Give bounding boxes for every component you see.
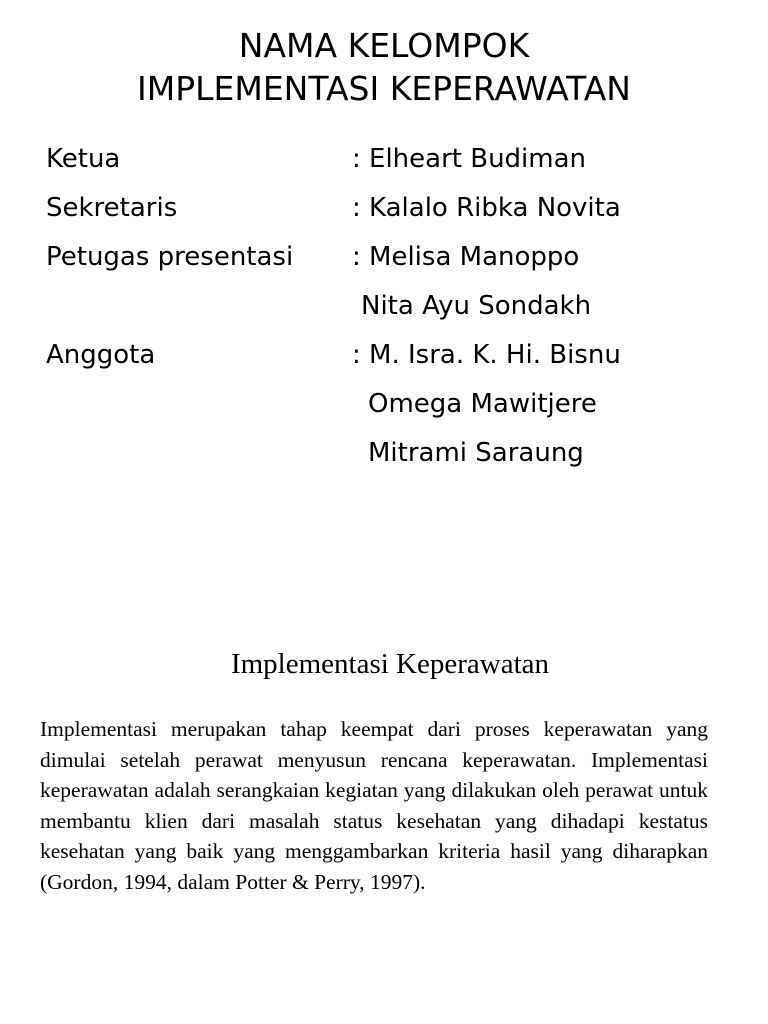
page-title <box>0 24 768 110</box>
role-label: Anggota <box>46 340 156 370</box>
member-name: : Elheart Budiman <box>352 144 587 174</box>
member-name: Mitrami Saraung <box>368 438 584 468</box>
section-paragraph: Implementasi merupakan tahap keempat dari proses keperawatan yang dimulai setelah perawat menyusun rencana keperawatan. Implementasi keperawatan adalah serangkaian kegiatan yang dilakukan oleh perawat untuk membantu klien dari masalah status kesehatan yang dihadapi kestatus kesehatan yang baik yang menggambarkan kriteria hasil yang diharapkan (Gordon, 1994, dalam Potter & Perry, 1997). <box>40 717 708 894</box>
role-label: Ketua <box>46 144 121 174</box>
member-name: Omega Mawitjere <box>368 389 597 419</box>
section-heading: Implementasi Keperawatan <box>230 648 550 680</box>
role-label: Sekretaris <box>46 193 178 223</box>
title-line-1: NAMA KELOMPOK <box>238 26 530 65</box>
member-name: : Melisa Manoppo <box>352 242 580 272</box>
role-label: Petugas presentasi <box>46 242 294 272</box>
member-name: : M. Isra. K. Hi. Bisnu <box>352 340 621 370</box>
member-name: : Kalalo Ribka Novita <box>352 193 621 223</box>
member-name: Nita Ayu Sondakh <box>361 291 592 321</box>
title-line-2: IMPLEMENTASI KEPERAWATAN <box>137 69 631 108</box>
